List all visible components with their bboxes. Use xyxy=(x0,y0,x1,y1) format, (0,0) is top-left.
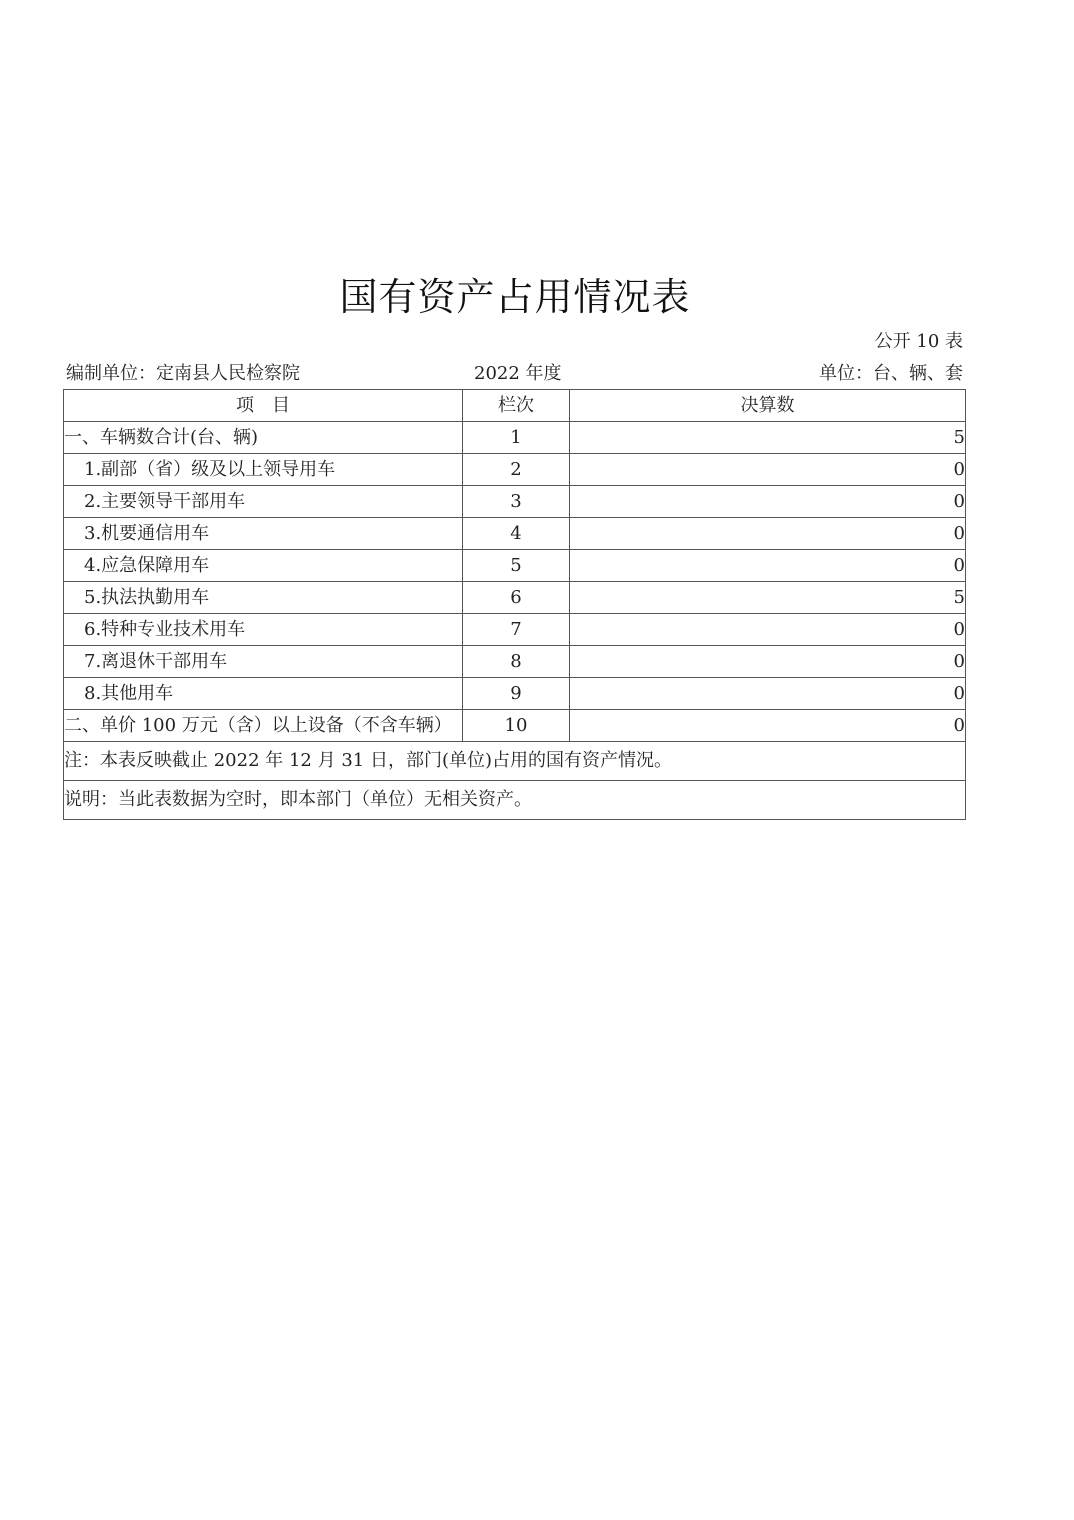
row-column-no: 7 xyxy=(463,614,570,646)
fiscal-year: 2022 年度 xyxy=(474,363,562,384)
table-row xyxy=(64,646,966,678)
row-amount: 0 xyxy=(570,678,966,710)
header-column-no: 栏次 xyxy=(463,390,570,422)
row-item: 5.执法执勤用车 xyxy=(64,582,463,614)
row-amount: 5 xyxy=(570,422,966,454)
report-meta xyxy=(64,360,965,388)
compiling-unit: 编制单位：定南县人民检察院 xyxy=(66,363,300,384)
table-row xyxy=(64,582,966,614)
note-row xyxy=(64,781,966,820)
row-column-no: 2 xyxy=(463,454,570,486)
table-row xyxy=(64,678,966,710)
row-amount: 0 xyxy=(570,614,966,646)
table-explanation: 说明：当此表数据为空时，即本部门（单位）无相关资产。 xyxy=(64,781,966,820)
table-header-row xyxy=(64,390,966,422)
row-amount: 0 xyxy=(570,646,966,678)
row-column-no: 10 xyxy=(463,710,570,742)
table-row xyxy=(64,550,966,582)
note-row xyxy=(64,742,966,781)
row-amount: 0 xyxy=(570,550,966,582)
row-column-no: 4 xyxy=(463,518,570,550)
table-note: 注：本表反映截止 2022 年 12 月 31 日，部门(单位)占用的国有资产情况。 xyxy=(64,742,966,781)
asset-table xyxy=(63,389,966,820)
row-item: 二、单价 100 万元（含）以上设备（不含车辆） xyxy=(64,710,463,742)
row-item: 6.特种专业技术用车 xyxy=(64,614,463,646)
table-row xyxy=(64,614,966,646)
row-column-no: 6 xyxy=(463,582,570,614)
row-amount: 0 xyxy=(570,486,966,518)
row-item: 一、车辆数合计(台、辆) xyxy=(64,422,463,454)
table-row xyxy=(64,422,966,454)
measurement-unit: 单位：台、辆、套 xyxy=(819,363,963,384)
row-item: 4.应急保障用车 xyxy=(64,550,463,582)
row-item: 2.主要领导干部用车 xyxy=(64,486,463,518)
row-item: 1.副部（省）级及以上领导用车 xyxy=(64,454,463,486)
row-amount: 0 xyxy=(570,518,966,550)
table-row xyxy=(64,486,966,518)
row-item: 7.离退休干部用车 xyxy=(64,646,463,678)
table-row xyxy=(64,518,966,550)
row-column-no: 8 xyxy=(463,646,570,678)
page-title: 国有资产占用情况表 xyxy=(339,275,691,319)
row-amount: 0 xyxy=(570,454,966,486)
row-column-no: 9 xyxy=(463,678,570,710)
row-amount: 0 xyxy=(570,710,966,742)
row-column-no: 3 xyxy=(463,486,570,518)
table-number: 公开 10 表 xyxy=(874,331,963,352)
row-column-no: 5 xyxy=(463,550,570,582)
row-column-no: 1 xyxy=(463,422,570,454)
row-amount: 5 xyxy=(570,582,966,614)
table-row xyxy=(64,454,966,486)
row-item: 3.机要通信用车 xyxy=(64,518,463,550)
table-row xyxy=(64,710,966,742)
header-amount: 决算数 xyxy=(570,390,966,422)
header-item: 项 目 xyxy=(64,390,463,422)
row-item: 8.其他用车 xyxy=(64,678,463,710)
